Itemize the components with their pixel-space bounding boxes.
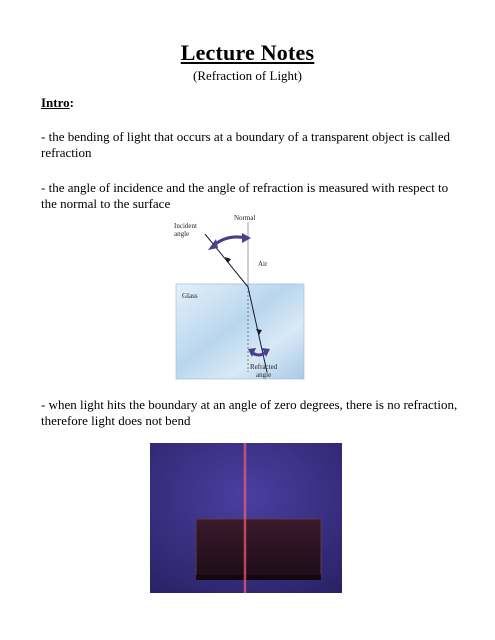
section-heading-text: Intro xyxy=(41,95,70,110)
zero-angle-photo-svg xyxy=(150,443,342,593)
paragraph-zero-degrees: - when light hits the boundary at an angle of zero degrees, there is no refraction, therefore light does not bend xyxy=(41,397,458,428)
photo-block-base xyxy=(196,575,321,580)
photo-block xyxy=(196,519,321,578)
page-subtitle: (Refraction of Light) xyxy=(192,68,302,83)
section-heading-colon: : xyxy=(69,95,74,110)
page-title: Lecture Notes xyxy=(180,40,315,65)
incident-angle-arrowhead-right xyxy=(242,233,251,243)
label-air: Air xyxy=(258,260,268,268)
refraction-diagram xyxy=(170,212,310,382)
incident-ray xyxy=(205,234,248,287)
label-glass: Glass xyxy=(182,292,198,300)
section-heading xyxy=(41,95,74,111)
incident-angle-arrow xyxy=(214,237,246,245)
label-normal: Normal xyxy=(234,214,256,222)
label-refracted-angle: Refracted angle xyxy=(250,363,278,379)
paragraph-refraction-definition: - the bending of light that occurs at a boundary of a transparent object is called refraction xyxy=(41,129,450,160)
label-incident-angle: Incident angle xyxy=(174,222,197,238)
paragraph-angle-measurement: - the angle of incidence and the angle of refraction is measured with respect to the normal to the surface xyxy=(41,180,449,211)
zero-angle-photo xyxy=(150,443,342,593)
